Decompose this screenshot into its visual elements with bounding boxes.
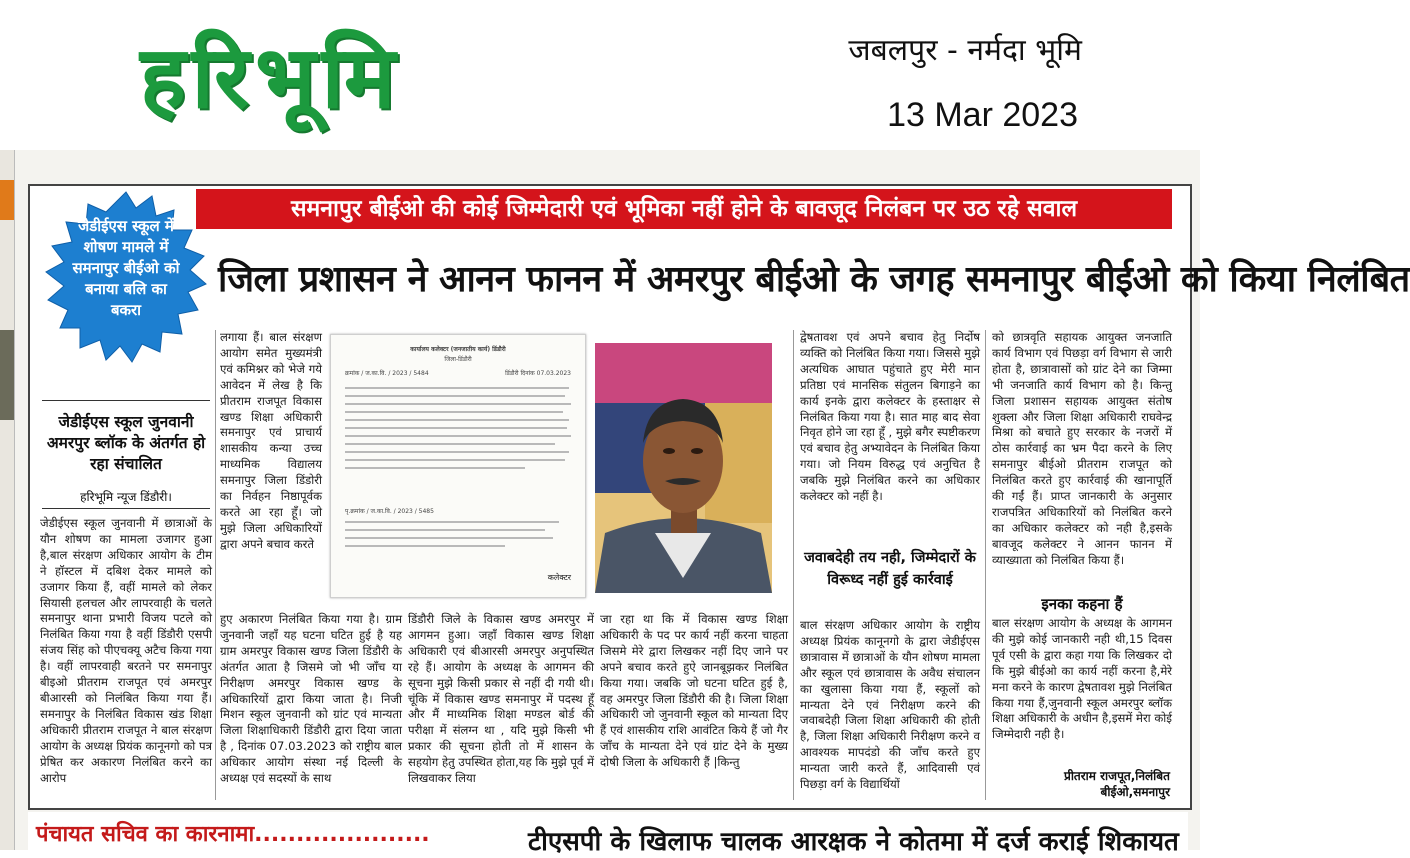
section-heading-statement: इनका कहना हैं — [1041, 595, 1123, 613]
letter-text-line — [345, 435, 571, 437]
article-column-4 — [600, 612, 788, 802]
letter-header: कार्यालय कलेक्टर (जनजातीय कार्य) डिंडौरी — [410, 346, 506, 353]
letter-text-line — [345, 537, 553, 539]
person-photo — [595, 343, 772, 593]
article-column-1 — [40, 516, 212, 800]
sub-headline: जेडीईएस स्कूल जुनवानी अमरपुर ब्लॉक के अंतर्गत हो रहा संचालित — [46, 413, 206, 473]
letter-text-line — [345, 545, 505, 547]
letter-signature: कलेक्टर — [547, 573, 571, 582]
edition-label: जबलपुर - नर्मदा भूमि — [848, 33, 1082, 68]
publication-date: 13 Mar 2023 — [887, 96, 1078, 134]
column-text: लगाया हैं। बाल संरक्षण आयोग समेत मुख्यमंत्री एवं कमिश्नर को भेजे गये आवेदन में लेख है कि प्रीतराम राजपूत विकास खण्ड शिक्षा अधिकारी समनापुर एवं प्राचार्य शासकीय कन्या उच्च माध्यमिक विद्यालय समनापुर जिला डिंडोरी का निर्वहन निष्ठापूर्वक करते आ रहा हूँ। जो मुझे जिला अधिकारियों द्वारा अपने बचाव करते — [220, 330, 322, 551]
letter-text-line — [345, 451, 569, 453]
article-column-2-bottom — [220, 612, 402, 802]
letter-text-line — [345, 403, 571, 405]
divider — [42, 508, 210, 509]
letter-text-line — [345, 443, 555, 445]
column-text: डिंडौरी जिले के विकास खण्ड अमरपुर में आगमन हुआ। जहाँ विकास खण्ड शिक्षा अधिकारी एवं बीआरसी अमरपुर अनुपस्थित रहे हैं। आयोग के अध्यक्ष के आगमन की सूचना मुझे किसी प्रकार से नहीं दी गयी थी। चूंकि में विकास खण्ड समनापुर में पदस्थ हूँ और मैं माध्यमिक शिक्षा मण्डल बोर्ड की परीक्षा में संलग्न था , यदि मुझे किसी भी प्रकार की सूचना होती तो में शासन के सहयोग हेतु उपस्थित होता,यह कि मुझे पूर्व में लिखवाकर लिया — [408, 612, 594, 786]
article-column-5-bottom — [800, 618, 980, 802]
column-text: बाल संरक्षण आयोग के अध्यक्ष के आगमन की मुझे कोई जानकारी नही थी,15 दिवस पूर्व एसी के द्वारा कहा गया कि लिखकर दो कि मुझे बीईओ का कार्य नहीं करना है,मेरे मना करने के कारण द्वेषतावश मुझे निलंबित किया गया हैं,जुनवानी स्कूल अमरपुर ब्लॉक शिक्षा अधिकारी के अधीन है,इसमें मेरा कोई जिम्मेदारी नही है। — [992, 616, 1172, 742]
column-rule — [215, 330, 216, 800]
adjacent-page-edge — [0, 150, 15, 850]
letter-text-line — [345, 411, 563, 413]
edge-color-block — [0, 180, 14, 220]
article-column-2-top — [220, 330, 322, 612]
letter-text-line — [345, 419, 569, 421]
letter-subheader: जिला-डिंडौरी — [444, 356, 472, 363]
article-column-6-top — [992, 330, 1172, 588]
divider — [42, 400, 210, 401]
kicker-banner: समनापुर बीईओ की कोई जिम्मेदारी एवं भूमिका नहीं होने के बावजूद निलंबन पर उठ रहे सवाल — [196, 189, 1172, 229]
article-column-6-bottom — [992, 616, 1172, 766]
column-text: द्वेषतावश एवं अपने बचाव हेतु निर्दोष व्यक्ति को निलंबित किया गया। जिससे मुझे अत्यधिक आघात पहुंचाते हुए मेरी मान प्रतिष्ठा एवं मानसिक संतुलन बिगाड़ने का कार्य इनके द्वारा कलेक्टर के हस्ताक्षर से निलंबित किया गया है। सात माह बाद सेवा निवृत होने जा रहा हूँ , मुझे बगैर स्पष्टीकरण एवं बचाव हेतु अभ्यावेदन के निलंबित किया गया। जो नियम विरुद्ध एवं अनुचित है जबकि मुझे निलंबित करने का अधिकार कलेक्टर को नहीं है। — [800, 330, 980, 504]
letter-date: डिंडौरी दिनांक 07.03.2023 — [505, 370, 571, 377]
byline: हरिभूमि न्यूज डिंडौरी। — [80, 490, 172, 504]
portrait-illustration — [595, 343, 772, 593]
letter-text-line — [345, 395, 565, 397]
section-heading-accountability: जवाबदेही तय नही, जिम्मेदारों के विरूध्द नहीं हुई कार्रवाई — [804, 550, 976, 588]
suspension-order-image — [330, 334, 586, 598]
letter-text-line — [345, 387, 569, 389]
letter-text-line — [345, 521, 559, 523]
letter-text-line — [345, 529, 545, 531]
letter-order-number: क्रमांक / ज.का.वि. / 2023 / 5484 — [345, 370, 429, 377]
column-rule — [985, 330, 986, 800]
column-text: हुए अकारण निलंबित किया गया है। ग्राम जुनवानी जहाँ यह घटना घटित हुई है यह ग्राम अमरपुर विकास खण्ड जिला डिंडौरी के अंतर्गत आता है जिसमे जो भी जाँच या निरीक्षण अमरपुर विकास खण्ड के अधिकारियों द्वारा किया जाता है। निजी मिशन स्कूल जुनवानी को ग्रांट एवं मान्यता जिला शिक्षाधिकारी डिंडौरी द्वारा दिया जाता है , दिनांक 07.03.2023 को राष्ट्रीय बाल अधिकार आयोग संस्था नई दिल्ली के अध्यक्ष एवं सदस्यों के साथ — [220, 612, 402, 786]
bottom-left-headline: पंचायत सचिव का कारनामा..................... — [36, 822, 430, 847]
edge-photo-fragment — [0, 330, 14, 420]
column-text: को छात्रवृति सहायक आयुक्त जनजाति कार्य विभाग एवं पिछड़ा वर्ग विभाग से जारी होता है, छात्रावासों को ग्रांट देने का जिम्मा भी जनजाति कार्य विभाग को है। किन्तु जिला प्रशासन सहायक आयुक्त संतोष शुक्ला और जिला शिक्षा अधिकारी राघवेन्द्र मिश्रा को बचाते हुए सरकार के नजरों में ठोस कार्रवाई का भ्रम पैदा करने के लिए समनापुर बीईओ प्रीतराम राजपूत को निलंबित करते हुए कार्रवाई की खानापूर्ति की गईं हैं। प्राप्त जानकारी के अनुसार राजपत्रित अधिकारियों को निलंबित करने का अधिकार कलेक्टर को नही है,इसके बावजूद कलेक्टर ने आनन फानन में व्याख्याता को निलंबित किया हैं। — [992, 330, 1172, 567]
column-text: जा रहा था कि में विकास खण्ड शिक्षा अधिकारी के पद पर कार्य नहीं करना चाहता जिसमे मेरे द्वारा लिखकर नहीं दिए जाने पर अपने बचाव करते हुऐ जानबूझकर निलंबित किया गया। जबकि जो घटना घटित हुई है, वह अमरपुर जिला डिंडौरी की है। जिला शिक्षा अधिकारी जो जुनवानी स्कूल को मान्यता दिए हैं एवं शासकीय राशि आवंटित किये हैं जो गैर जाँच के मान्यता देने एवं ग्रांट देने के मुख्य दोषी जिला के अधिकारी हैं |किन्तु — [600, 612, 788, 770]
statement-signature: प्रीतराम राजपूत,निलंबित बीईओ,समनापुर — [1064, 769, 1170, 799]
letter-text-line — [345, 427, 567, 429]
column-text: जेडीईएस स्कूल जुनवानी में छात्राओं के यौन शोषण का मामला उजागर हुआ है,बाल संरक्षण अधिकार आयोग के टीम ने हॉस्टल में दबिश देकर मामले को उजागर किया हैं, वहीं मामले को लेकर सियासी हलचल और लापरवाही के चलते समनापुर थाना प्रभारी विजय पटले को निलंबित किया गया है वहीं डिंडौरी एसपी संजय सिंह को पीएचक्यू अटैच किया गया है। वहीं लापरवाही बरतने पर समनापुर बीइओ प्रीतराम राजपूत एवं अमरपुर बीआरसी को निलंबित किया गया हैं। समनापुर के निलंबित विकास खंड शिक्षा अधिकारी प्रीतराम राजपूत ने बाल संरक्षण आयोग के अध्यक्ष प्रियंक कानूनगो को पत्र प्रेषित कर अकारण निलंबित करने का आरोप — [40, 516, 212, 785]
letter-text-line — [345, 467, 525, 469]
column-text: बाल संरक्षण अधिकार आयोग के राष्ट्रीय अध्यक्ष प्रियंक कानूनगो के द्वारा जेडीईएस छात्रावास में छात्राओं के यौन शोषण मामला और स्कूल एवं छात्रावास के अवैध संचालन का खुलासा किया गया हैं, स्कूलों को मान्यता देने एवं निरीक्षण करने की जवाबदेही जिला शिक्षा अधिकारी की होती है, जिला शिक्षा अधिकारी निरीक्षण करने व आवश्यक मापदंडो की जाँच करते हुए मान्यता जारी करते हैं, आदिवासी एवं पिछड़ा वर्ग के विद्यार्थियों — [800, 618, 980, 792]
masthead — [0, 0, 1200, 150]
main-headline: जिला प्रशासन ने आनन फानन में अमरपुर बीईओ के जगह समनापुर बीईओ को किया निलंबित — [218, 259, 1410, 300]
letter-endorsement: पृ.क्रमांक / ज.का.वि. / 2023 / 5485 — [345, 508, 434, 515]
article-column-3 — [408, 612, 594, 802]
column-rule — [793, 330, 794, 800]
letter-text-line — [345, 459, 565, 461]
starburst-text: जेडीईएस स्कूल में शोषण मामले में समनापुर बीईओ को बनाया बलि का बकरा — [72, 217, 180, 319]
bottom-right-headline: टीएसपी के खिलाफ चालक आरक्षक ने कोतमा में दर्ज कराई शिकायत — [528, 827, 1179, 857]
newspaper-logo: हरिभूमि — [140, 28, 402, 128]
article-column-5-top — [800, 330, 980, 540]
